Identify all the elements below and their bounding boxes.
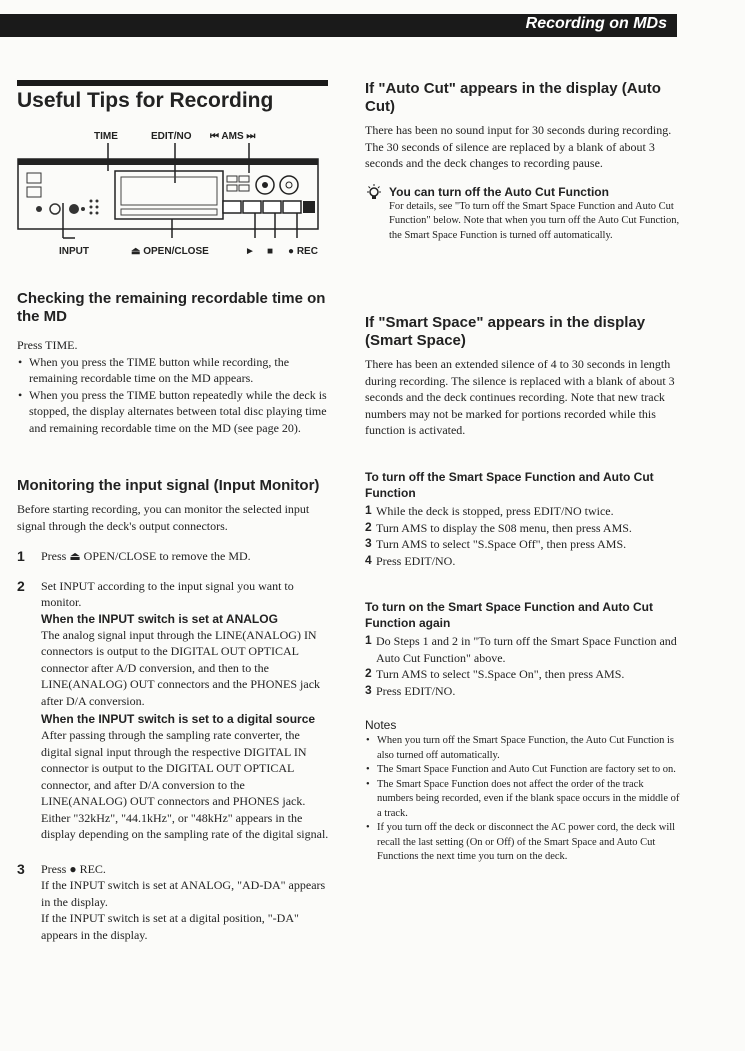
step-number: 4: [365, 552, 372, 567]
step-text: Set INPUT according to the input signal you want to monitor.: [41, 578, 294, 609]
lightbulb-tip-icon: [365, 184, 383, 202]
step-number: 2: [365, 666, 372, 680]
turn-off-step: [365, 536, 680, 553]
step-text: Press ⏏ OPEN/CLOSE to remove the MD.: [41, 549, 251, 563]
turn-on-steps: [365, 633, 680, 699]
step-text: Do Steps 1 and 2 in "To turn off the Smart Space Function and Auto Cut Function" above.: [376, 634, 677, 665]
monitoring-step-3: [17, 861, 332, 944]
page-title: Useful Tips for Recording: [17, 89, 274, 112]
title-rule: [17, 80, 328, 86]
step-text: Press EDIT/NO.: [376, 553, 456, 568]
tip-heading: You can turn off the Auto Cut Function: [389, 184, 609, 199]
checking-section: [17, 290, 332, 436]
analog-heading: When the INPUT switch is set at ANALOG: [41, 611, 278, 626]
label-edit-no: EDIT/NO: [151, 131, 192, 142]
smart-space-section: [365, 314, 680, 439]
tip-text: For details, see "To turn off the Smart Space Function and Auto Cut Function" below. Note that when you turn off the Auto Cut Function, the Smart Space Function is turned off automatically.: [389, 200, 680, 241]
section-title: Recording on MDs: [525, 15, 667, 32]
step-number: 3: [17, 860, 25, 877]
step-number: 2: [17, 577, 25, 594]
turn-on-step: [365, 666, 680, 683]
auto-cut-tip: [365, 184, 680, 244]
label-play: ►: [245, 246, 255, 257]
note-item: • The Smart Space Function does not affect the order of the track numbers being recorded, even if the blank space occurs in the middle of a track.: [365, 778, 680, 822]
monitoring-step-1: [17, 548, 332, 565]
checking-heading: Checking the remaining recordable time on the MD: [17, 290, 326, 325]
step-text: Turn AMS to select "S.Space On", then press AMS.: [376, 667, 625, 681]
notes-section: [365, 718, 680, 865]
note-item: • When you turn off the Smart Space Function, the Auto Cut Function is also turned off automatically.: [365, 734, 680, 763]
turn-on-heading: To turn on the Smart Space Function and Auto Cut Function again: [365, 600, 653, 630]
digital-text: After passing through the sampling rate converter, the digital signal input through the respective DIGITAL IN connector is output to the DIGITAL OUT OPTICAL connector, and after D/A conversion to the LINE(ANALOG) OUT connectors and PHONES jack. Either "32kHz", "44.1kHz", or "48kHz" appears in the display depending on the sampling rate of the digital signal.: [41, 728, 329, 841]
notes-list: [365, 734, 680, 865]
label-rec: ● REC: [288, 246, 318, 257]
label-input: INPUT: [59, 246, 89, 257]
label-ams: ⏮ AMS ⏭: [210, 131, 256, 142]
step-number: 3: [365, 536, 372, 550]
section-header-bar: [0, 14, 677, 37]
digital-heading: When the INPUT switch is set to a digital source: [41, 712, 316, 726]
auto-cut-text: There has been no sound input for 30 seconds during recording. The 30 seconds of silence are replaced by a blank of about 3 seconds and the deck changes to recording pause.: [365, 123, 672, 170]
label-stop: ■: [267, 246, 274, 257]
turn-off-steps: [365, 503, 680, 569]
note-item: • If you turn off the deck or disconnect the AC power cord, the deck will recall the last setting (On or Off) of the Smart Space and Auto Cut Functions the next time you turn on the deck.: [365, 821, 680, 865]
deck-illustration: [17, 143, 332, 243]
turn-off-step: [365, 520, 680, 537]
step-text: Turn AMS to select "S.Space Off", then press AMS.: [376, 537, 627, 551]
turn-on-section: [365, 599, 680, 699]
monitoring-heading: Monitoring the input signal (Input Monitor): [17, 477, 320, 494]
label-time: TIME: [94, 131, 118, 142]
step3-analog-note: If the INPUT switch is set at ANALOG, "AD-DA" appears in the display.: [41, 878, 326, 909]
notes-heading: Notes: [365, 718, 397, 732]
step-number: 1: [365, 633, 372, 647]
turn-off-step: [365, 503, 680, 520]
auto-cut-heading: If "Auto Cut" appears in the display (Auto Cut): [365, 80, 661, 115]
auto-cut-section: [365, 80, 680, 243]
monitoring-step-2: [17, 578, 332, 843]
note-item: • The Smart Space Function and Auto Cut Function are factory set to on.: [365, 763, 680, 778]
step3-digital-note: If the INPUT switch is set at a digital position, "-DA" appears in the display.: [41, 911, 299, 942]
turn-on-step: [365, 633, 680, 666]
monitoring-intro: Before starting recording, you can monitor the selected input signal through the deck's output connectors.: [17, 502, 310, 533]
step-text: Press ● REC.: [41, 861, 106, 876]
step-text: Press EDIT/NO.: [376, 683, 456, 698]
step-number: 2: [365, 519, 372, 534]
smart-space-heading: If "Smart Space" appears in the display (Smart Space): [365, 314, 646, 349]
monitoring-section: [17, 477, 332, 943]
step-text: While the deck is stopped, press EDIT/NO twice.: [376, 504, 614, 518]
turn-off-heading: To turn off the Smart Space Function and Auto Cut Function: [365, 470, 654, 500]
step-number: 1: [365, 503, 372, 517]
step-text: Turn AMS to display the S08 menu, then press AMS.: [376, 520, 632, 535]
checking-item: • When you press the TIME button while recording, the remaining recordable time on the MD appears.: [17, 354, 332, 387]
turn-off-section: [365, 469, 680, 569]
checking-list: [17, 354, 332, 437]
checking-intro: Press TIME.: [17, 338, 78, 352]
step-number: 3: [365, 682, 372, 697]
turn-on-step: [365, 683, 680, 700]
deck-front-panel-diagram: [17, 128, 332, 263]
smart-space-text: There has been an extended silence of 4 to 30 seconds in length during recording. The silence is replaced with a blank of about 3 seconds and the deck continues recording. Note that new track numbers may not be marked for portions recorded while this function is activated.: [365, 357, 675, 437]
step-number: 1: [17, 548, 25, 564]
analog-text: The analog signal input through the LINE(ANALOG) IN connectors is output to the DIGITAL OUT OPTICAL connector after A/D conversion, and then to the LINE(ANALOG) OUT connectors and the PHONES jack after D/A conversion.: [41, 627, 321, 708]
checking-item: • When you press the TIME button repeatedly while the deck is stopped, the display alternates between total disc playing time and remaining recordable time on the MD (see page 20).: [17, 387, 332, 437]
label-open-close: ⏏ OPEN/CLOSE: [131, 246, 209, 257]
turn-off-step: [365, 553, 680, 570]
